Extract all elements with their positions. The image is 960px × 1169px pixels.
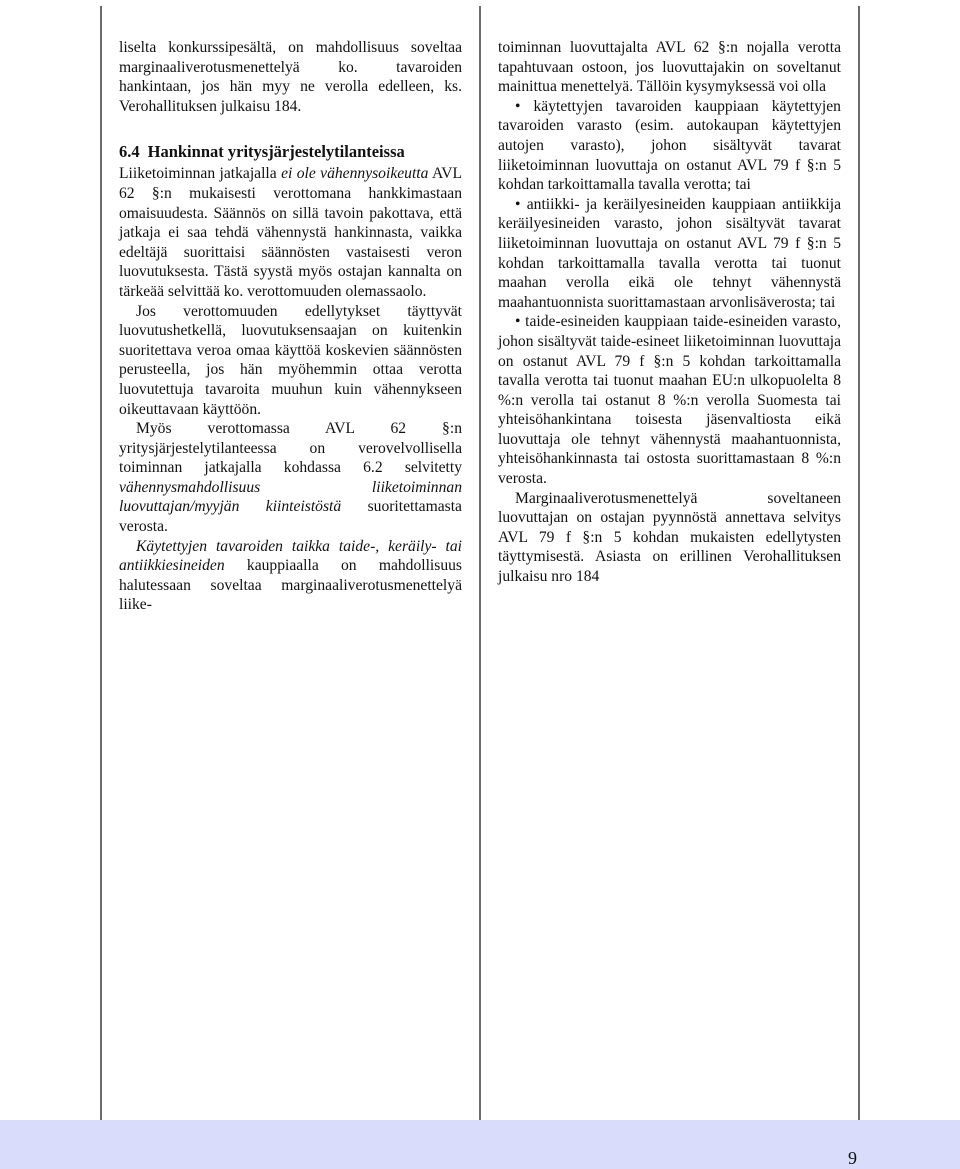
bullet-text: antiikki- ja keräilyesineiden kauppiaan antiikkija keräilyesineiden varasto, johon sisältyvät tavarat liiketoiminnan luovuttaja on ostanut AVL 79 f §:n 5 kohdan tarkoittamalla tavalla verotta tai tuonut maahan verolla eikä ole tehnyt vähennystä maahantuonnista suorittamastaan arvonlisäverosta; tai bbox=[498, 195, 841, 311]
left-margin-rule bbox=[100, 6, 102, 1120]
paragraph-oma-kaytto: Jos verottomuuden edellytykset täyttyvät luovutushetkellä, luovutuksensaajan on kuitenkin suoritettava veroa omaa käyttöä koskevien säännösten perusteella, jos hän myöhemmin ottaa verotta luovutettuja tavaroita muuhun kuin vähennykseen oikeuttavaan käyttöön. bbox=[119, 302, 462, 418]
column-divider-rule bbox=[479, 6, 481, 1120]
paragraph-marginaali bbox=[119, 537, 462, 615]
bullet-icon: • bbox=[515, 195, 521, 213]
section-title: Hankinnat yritysjärjestelytilanteissa bbox=[147, 142, 405, 162]
left-column bbox=[119, 38, 462, 615]
bullet-icon: • bbox=[515, 313, 521, 331]
section-number: 6.4 bbox=[119, 142, 140, 162]
text-run: kauppiaalla on mahdollisuus halutessaan soveltaa marginaaliverotusmenettelyä liike- bbox=[119, 557, 462, 614]
text-run: Myös verottomassa AVL 62 §:n yritysjärjestelytilanteessa on verovelvollisella toiminnan jatkajalla kohdassa 6.2 selvitetty bbox=[119, 420, 462, 477]
continuation-paragraph: toiminnan luovuttajalta AVL 62 §:n nojalla verotta tapahtuvaan ostoon, jos luovuttajakin on soveltanut mainittua menettelyä. Tällöin kysymyksessä voi olla bbox=[498, 39, 841, 96]
bullet-icon: • bbox=[515, 97, 521, 115]
text-run: AVL 62 §:n mukaisesti verottomana hankkimastaan omaisuudesta. Säännös on sillä tavoin pakottava, että jatkaja ei saa tehdä vähennystä hankinnasta, vaikka edeltäjä suorittaisi säännösten vastaisesti veron luovutuksesta. Tästä syystä myös ostajan kannalta on tärkeää selvittää ko. verottomuuden olemassaolo. bbox=[119, 165, 462, 300]
text-run: Liiketoiminnan jatkajalla bbox=[119, 165, 282, 183]
paragraph-kiinteisto bbox=[119, 419, 462, 537]
bullet-item-antiikki bbox=[498, 195, 841, 313]
emphasis-run: ei ole vähennysoikeutta bbox=[281, 165, 429, 183]
bullet-item-kaytetyt bbox=[498, 97, 841, 195]
emphasis-run: Käytettyjen tavaroiden taikka taide-, keräily- tai antiikkiesineiden bbox=[119, 537, 462, 575]
bullet-text: taide-esineiden kauppiaan taide-esineiden varasto, johon sisältyvät taide-esineet liiketoiminnan luovuttaja on ostanut AVL 79 f §:n 5 kohdan tarkoittamalla tavalla verotta tai tuonut maahan EU:n ulkopuolelta 8 %:n verolla tai ostanut 8 %:n verolla Suomesta tai yhteisöhankintana toisesta jäsenvaltiosta eikä luovuttaja ole tehnyt vähennystä maahantuonnista, yhteisöhankinnasta tai ostosta suorittamastaan 8 %:n verosta. bbox=[498, 313, 841, 488]
page-number: 9 bbox=[848, 1148, 857, 1168]
closing-paragraph: Marginaaliverotusmenettelyä soveltaneen luovuttajan on ostajan pyynnöstä annettava selvitys AVL 79 f §:n 5 kohdan mukaisten edellytysten täyttymisestä. Asiasta on erillinen Verohallituksen julkaisu nro 184 bbox=[498, 489, 841, 586]
right-column bbox=[498, 38, 841, 587]
emphasis-run: vähennysmahdollisuus liiketoiminnan luovuttajan/myyjän kiinteistöstä bbox=[119, 478, 462, 516]
right-margin-rule bbox=[858, 6, 860, 1120]
text-run: suoritettamasta verosta. bbox=[119, 498, 462, 536]
bullet-text: käytettyjen tavaroiden kauppiaan käytettyjen tavaroiden varasto (esim. autokaupan käytettyjen autojen varasto), johon sisältyvät tavarat liiketoiminnan luovuttaja on ostanut AVL 79 f §:n 5 kohdan tarkoittamalla tavalla verotta; tai bbox=[498, 97, 841, 194]
paragraph-vahennysoikeus bbox=[119, 164, 462, 301]
section-heading bbox=[119, 142, 462, 162]
intro-paragraph: liselta konkurssipesältä, on mahdollisuus soveltaa marginaaliverotusmenettelyä ko. tavaroiden hankintaan, jos hän myy ne verolla edelleen, ks. Verohallituksen julkaisu 184. bbox=[119, 39, 462, 115]
bullet-item-taide bbox=[498, 312, 841, 488]
